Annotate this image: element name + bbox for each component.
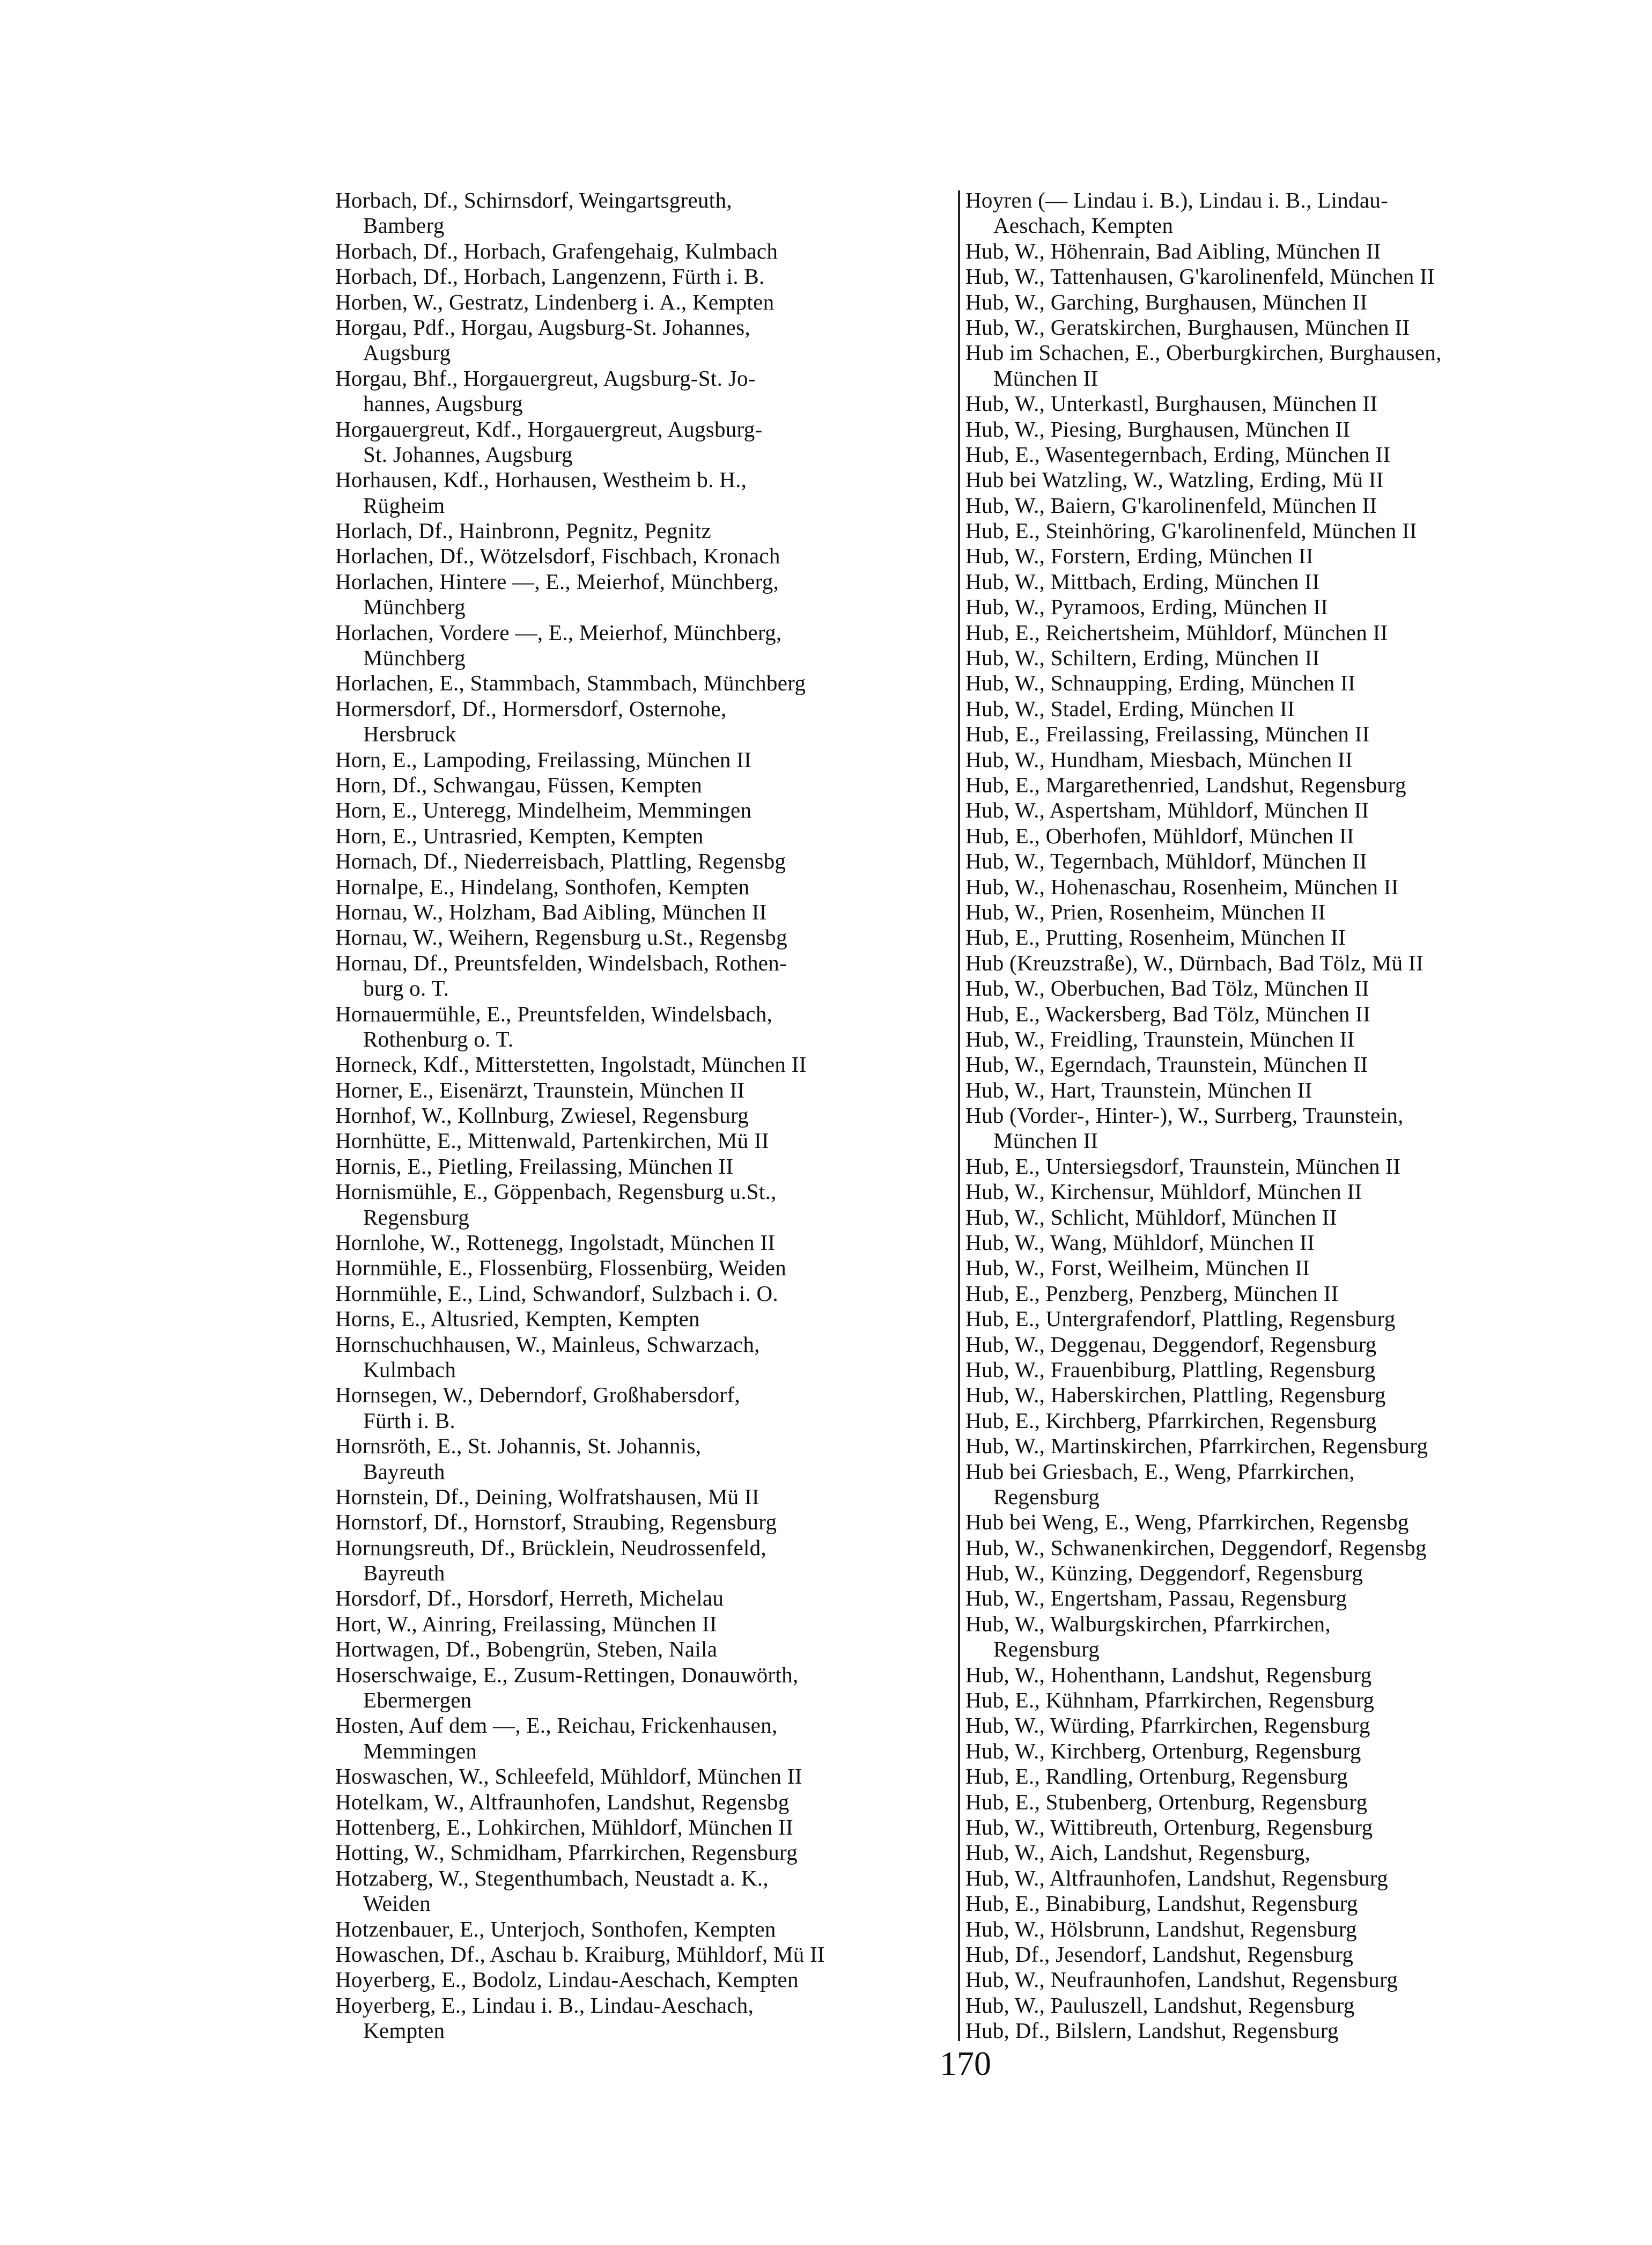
directory-entry — [335, 1942, 952, 1967]
directory-entry — [335, 264, 952, 289]
entry-line: Hub (Kreuzstraße), W., Dürnbach, Bad Tölz, Mü II — [965, 950, 1424, 975]
directory-entry — [335, 1306, 952, 1331]
directory-entry — [335, 543, 952, 569]
entry-line: Hub, W., Haberskirchen, Plattling, Regensburg — [965, 1382, 1386, 1408]
directory-entry — [335, 1840, 952, 1865]
directory-entry — [965, 823, 1588, 849]
directory-entry — [335, 1078, 952, 1103]
directory-entry — [965, 1917, 1588, 1942]
entry-line: Hub, W., Schiltern, Erding, München II — [965, 645, 1320, 671]
right-column — [965, 188, 1588, 2044]
directory-entry — [335, 1815, 952, 1840]
directory-entry — [965, 1357, 1588, 1382]
entry-line: Hub, W., Prien, Rosenheim, München II — [965, 899, 1326, 924]
entry-line: Hub, E., Freilassing, Freilassing, München II — [965, 722, 1370, 747]
directory-entry — [335, 951, 952, 1002]
directory-entry — [335, 747, 952, 772]
entry-continuation-line: Bayreuth — [363, 1459, 445, 1484]
entry-line: Hornlohe, W., Rottenegg, Ingolstadt, München II — [335, 1230, 776, 1255]
entry-line: Hub, W., Tattenhausen, G'karolinenfeld, München II — [965, 264, 1435, 289]
entry-line: Hottenberg, E., Lohkirchen, Mühldorf, München II — [335, 1815, 793, 1839]
entry-continuation-line: Bayreuth — [363, 1561, 445, 1586]
directory-entry — [965, 1790, 1588, 1815]
entry-continuation-line: Memmingen — [363, 1738, 477, 1763]
directory-entry — [965, 188, 1588, 239]
directory-entry — [965, 1078, 1588, 1103]
entry-line: Hornau, Df., Preuntsfelden, Windelsbach, Rothen- — [335, 950, 787, 975]
entry-line: Horn, E., Untrasried, Kempten, Kempten — [335, 823, 704, 848]
entry-line: Horneck, Kdf., Mitterstetten, Ingolstadt, München II — [335, 1052, 807, 1077]
entry-line: Hornach, Df., Niederreisbach, Plattling, Regensbg — [335, 849, 786, 874]
entry-line: Hub, E., Randling, Ortenburg, Regensburg — [965, 1764, 1348, 1789]
entry-line: Hub, W., Schwanenkirchen, Deggendorf, Regensbg — [965, 1535, 1427, 1560]
directory-entry — [965, 1967, 1588, 1992]
directory-entry — [335, 849, 952, 874]
entry-line: Hub, W., Hart, Traunstein, München II — [965, 1077, 1312, 1102]
directory-entry — [965, 798, 1588, 823]
entry-continuation-line: Augsburg — [363, 340, 451, 365]
directory-entry — [965, 696, 1588, 722]
entry-line: Hornstorf, Df., Hornstorf, Straubing, Regensburg — [335, 1510, 777, 1535]
directory-entry — [335, 569, 952, 620]
directory-entry — [335, 925, 952, 950]
entry-line: Hub, W., Garching, Burghausen, München II — [965, 289, 1368, 314]
entry-line: Horbach, Df., Horbach, Langenzenn, Fürth i. B. — [335, 264, 765, 289]
directory-entry — [965, 620, 1588, 645]
entry-line: Horlachen, Df., Wötzelsdorf, Fischbach, Kronach — [335, 543, 780, 569]
entry-line: Hub, E., Kirchberg, Pfarrkirchen, Regensburg — [965, 1408, 1377, 1433]
directory-entry — [965, 1586, 1588, 1611]
directory-entry — [335, 772, 952, 798]
entry-line: Hub, W., Pyramoos, Erding, München II — [965, 594, 1329, 620]
entry-line: Hub, W., Hundham, Miesbach, München II — [965, 747, 1353, 772]
entry-line: Hornhof, W., Kollnburg, Zwiesel, Regensburg — [335, 1103, 749, 1128]
entry-line: Hub, W., Kirchberg, Ortenburg, Regensburg — [965, 1738, 1361, 1763]
directory-entry — [335, 1154, 952, 1179]
directory-entry — [335, 1637, 952, 1662]
entry-line: Hub, W., Forstern, Erding, München II — [965, 543, 1314, 569]
directory-entry — [965, 645, 1588, 671]
entry-line: Hosten, Auf dem —, E., Reichau, Frickenhausen, — [335, 1713, 778, 1738]
entry-continuation-line: Ebermergen — [363, 1688, 472, 1713]
entry-line: Hornstein, Df., Deining, Wolfratshausen, Mü II — [335, 1484, 759, 1509]
entry-line: Hub, W., Walburgskirchen, Pfarrkirchen, — [965, 1611, 1331, 1636]
entry-line: Hoyerberg, E., Lindau i. B., Lindau-Aeschach, — [335, 1992, 754, 2018]
directory-entry — [335, 188, 952, 239]
entry-continuation-line: Münchberg — [363, 594, 466, 620]
directory-entry — [335, 1662, 952, 1713]
directory-entry — [335, 315, 952, 366]
entry-line: Hub, E., Stubenberg, Ortenburg, Regensburg — [965, 1789, 1368, 1814]
directory-entry — [335, 1382, 952, 1433]
entry-line: Hornmühle, E., Lind, Schwandorf, Sulzbach i. O. — [335, 1280, 778, 1306]
directory-entry — [965, 1561, 1588, 1586]
directory-entry — [965, 1459, 1588, 1510]
entry-line: Hoserschwaige, E., Zusum-Rettingen, Donauwörth, — [335, 1662, 799, 1687]
directory-entry — [965, 1027, 1588, 1052]
directory-entry — [335, 1052, 952, 1077]
directory-entry — [965, 1764, 1588, 1789]
entry-line: Hub, W., Baiern, G'karolinenfeld, München II — [965, 492, 1377, 518]
directory-entry — [965, 543, 1588, 569]
entry-line: Hornis, E., Pietling, Freilassing, München II — [335, 1153, 734, 1179]
entry-continuation-line: München II — [993, 1128, 1098, 1153]
directory-entry — [335, 798, 952, 823]
entry-line: Hub, W., Stadel, Erding, München II — [965, 696, 1295, 721]
directory-entry — [965, 2018, 1588, 2043]
entry-continuation-line: Bamberg — [363, 213, 445, 238]
directory-entry — [965, 1382, 1588, 1408]
entry-line: Hub, W., Pauluszell, Landshut, Regensburg — [965, 1992, 1355, 2018]
directory-entry — [965, 493, 1588, 518]
directory-entry — [965, 900, 1588, 925]
entry-continuation-line: Regensburg — [363, 1204, 470, 1230]
entry-line: Hub, W., Kirchensur, Mühldorf, München II — [965, 1179, 1362, 1204]
directory-entry — [335, 874, 952, 900]
entry-line: Horgauergreut, Kdf., Horgauergreut, Augsburg- — [335, 416, 763, 441]
directory-entry — [335, 1103, 952, 1128]
directory-entry — [965, 340, 1588, 391]
entry-line: Hornschuchhausen, W., Mainleus, Schwarzach, — [335, 1331, 760, 1357]
entry-continuation-line: Fürth i. B. — [363, 1408, 455, 1433]
directory-entry — [335, 1866, 952, 1917]
directory-entry — [965, 290, 1588, 315]
entry-line: Hub, W., Hölsbrunn, Landshut, Regensburg — [965, 1916, 1357, 1941]
directory-entry — [965, 849, 1588, 874]
directory-entry — [965, 1866, 1588, 1891]
directory-entry — [335, 1790, 952, 1815]
directory-entry — [335, 1128, 952, 1153]
directory-entry — [335, 1713, 952, 1764]
directory-entry — [335, 900, 952, 925]
entry-line: Horns, E., Altusried, Kempten, Kempten — [335, 1306, 700, 1331]
directory-entry — [965, 671, 1588, 696]
directory-entry — [965, 1815, 1588, 1840]
directory-entry — [965, 417, 1588, 442]
entry-line: Hub bei Griesbach, E., Weng, Pfarrkirchen, — [965, 1459, 1355, 1484]
directory-entry — [335, 1002, 952, 1052]
entry-line: Hub, W., Hohenthann, Landshut, Regensburg — [965, 1662, 1372, 1687]
entry-continuation-line: Hersbruck — [363, 722, 456, 747]
entry-continuation-line: burg o. T. — [363, 976, 449, 1001]
entry-line: Hub, W., Oberbuchen, Bad Tölz, München II — [965, 976, 1369, 1001]
directory-entry — [965, 442, 1588, 467]
directory-entry — [965, 772, 1588, 798]
directory-entry — [965, 1281, 1588, 1306]
entry-line: Hub, W., Geratskirchen, Burghausen, München II — [965, 314, 1410, 340]
entry-line: Hub, W., Frauenbiburg, Plattling, Regensburg — [965, 1357, 1376, 1382]
entry-continuation-line: Münchberg — [363, 645, 466, 671]
directory-entry — [965, 1942, 1588, 1967]
directory-entry — [965, 467, 1588, 492]
directory-entry — [335, 467, 952, 518]
entry-line: Hub, W., Egerndach, Traunstein, München II — [965, 1052, 1368, 1077]
directory-entry — [965, 874, 1588, 900]
directory-entry — [335, 1535, 952, 1586]
directory-entry — [965, 1103, 1588, 1154]
directory-entry — [965, 1739, 1588, 1764]
directory-entry — [965, 1840, 1588, 1865]
entry-line: Hub, W., Neufraunhofen, Landshut, Regensburg — [965, 1967, 1398, 1992]
entry-line: Hub, E., Kühnham, Pfarrkirchen, Regensburg — [965, 1688, 1375, 1713]
entry-line: Hub, E., Wasentegernbach, Erding, München II — [965, 441, 1391, 467]
directory-entry — [965, 1255, 1588, 1280]
entry-line: Hub, W., Aspertsham, Mühldorf, München II — [965, 798, 1369, 823]
directory-entry — [965, 1179, 1588, 1204]
directory-entry — [965, 925, 1588, 950]
entry-line: Horlachen, Hintere —, E., Meierhof, Münchberg, — [335, 569, 779, 594]
entry-line: Hotting, W., Schmidham, Pfarrkirchen, Regensburg — [335, 1840, 798, 1865]
directory-entry — [965, 391, 1588, 416]
entry-continuation-line: Regensburg — [993, 1484, 1100, 1509]
directory-entry — [335, 1993, 952, 2044]
directory-entry — [965, 1993, 1588, 2018]
directory-entry — [335, 417, 952, 468]
entry-line: Hub, W., Künzing, Deggendorf, Regensburg — [965, 1561, 1363, 1586]
entry-continuation-line: Weiden — [363, 1891, 431, 1916]
directory-entry — [335, 671, 952, 696]
entry-line: Hub, Df., Jesendorf, Landshut, Regensburg — [965, 1941, 1354, 1967]
left-column — [335, 188, 952, 2044]
entry-line: Hub (Vorder-, Hinter-), W., Surrberg, Traunstein, — [965, 1103, 1404, 1128]
directory-entry — [965, 1408, 1588, 1433]
entry-line: Horsdorf, Df., Horsdorf, Herreth, Michelau — [335, 1586, 724, 1611]
entry-line: Hoyren (— Lindau i. B.), Lindau i. B., Lindau- — [965, 188, 1389, 212]
directory-entry — [335, 1611, 952, 1637]
entry-line: Hoswaschen, W., Schleefeld, Mühldorf, München II — [335, 1764, 802, 1789]
directory-entry — [335, 1230, 952, 1255]
entry-line: Horbach, Df., Schirnsdorf, Weingartsgreuth, — [335, 188, 732, 212]
directory-entry — [335, 1484, 952, 1510]
entry-line: Hornau, W., Weihern, Regensburg u.St., Regensbg — [335, 925, 787, 950]
entry-line: Hub, W., Freidling, Traunstein, München II — [965, 1026, 1355, 1051]
entry-continuation-line: Kempten — [363, 2018, 445, 2043]
entry-line: Hub, E., Untersiegsdorf, Traunstein, München II — [965, 1153, 1401, 1179]
directory-entry — [965, 518, 1588, 543]
entry-continuation-line: Rügheim — [363, 492, 445, 518]
directory-entry — [965, 1510, 1588, 1535]
entry-line: Hub, W., Piesing, Burghausen, München II — [965, 416, 1351, 441]
directory-entry — [965, 1611, 1588, 1662]
entry-continuation-line: St. Johannes, Augsburg — [363, 441, 573, 467]
directory-entry — [335, 1917, 952, 1942]
entry-line: Hub, E., Binabiburg, Landshut, Regensburg — [965, 1891, 1358, 1916]
entry-line: Hub, W., Martinskirchen, Pfarrkirchen, Regensburg — [965, 1433, 1428, 1459]
entry-line: Horn, E., Unteregg, Mindelheim, Memmingen — [335, 798, 752, 823]
directory-entry — [335, 1255, 952, 1280]
entry-line: Hub, W., Hohenaschau, Rosenheim, München II — [965, 874, 1399, 899]
entry-line: Hornau, W., Holzham, Bad Aibling, München II — [335, 899, 767, 924]
directory-entry — [965, 1306, 1588, 1331]
entry-line: Hub, E., Reichertsheim, Mühldorf, München II — [965, 620, 1388, 645]
directory-entry — [965, 594, 1588, 620]
entry-line: Hub, W., Wang, Mühldorf, München II — [965, 1230, 1315, 1255]
entry-line: Horgau, Bhf., Horgauergreut, Augsburg-St. Jo- — [335, 365, 756, 391]
entry-line: Hub bei Watzling, W., Watzling, Erding, Mü II — [965, 467, 1384, 492]
entry-line: Hornungsreuth, Df., Brücklein, Neudrossenfeld, — [335, 1535, 767, 1560]
entry-line: Hub, W., Mittbach, Erding, München II — [965, 569, 1320, 594]
directory-entry — [965, 264, 1588, 289]
entry-line: Hub, E., Oberhofen, Mühldorf, München II — [965, 823, 1354, 848]
entry-line: Hub, W., Würding, Pfarrkirchen, Regensburg — [965, 1713, 1370, 1738]
entry-line: Horgau, Pdf., Horgau, Augsburg-St. Johannes, — [335, 314, 750, 340]
directory-entry — [965, 1230, 1588, 1255]
entry-line: Hub, W., Altfraunhofen, Landshut, Regensburg — [965, 1865, 1388, 1890]
entry-line: Hub, W., Engertsham, Passau, Regensburg — [965, 1586, 1347, 1611]
entry-line: Hub, W., Schnaupping, Erding, München II — [965, 671, 1356, 696]
entry-line: Hornsröth, E., St. Johannis, St. Johannis, — [335, 1433, 702, 1459]
directory-entry — [965, 976, 1588, 1001]
entry-line: Hub, E., Steinhöring, G'karolinenfeld, München II — [965, 518, 1417, 543]
directory-entry — [335, 696, 952, 747]
entry-line: Hub bei Weng, E., Weng, Pfarrkirchen, Regensbg — [965, 1510, 1409, 1535]
entry-line: Hotzenbauer, E., Unterjoch, Sonthofen, Kempten — [335, 1916, 776, 1941]
directory-entry — [965, 1662, 1588, 1688]
directory-entry — [965, 1332, 1588, 1357]
directory-entry — [335, 1764, 952, 1789]
entry-line: Hub, W., Unterkastl, Burghausen, München II — [965, 391, 1378, 416]
directory-entry — [965, 1535, 1588, 1561]
entry-line: Hub, W., Wittibreuth, Ortenburg, Regensburg — [965, 1815, 1373, 1839]
directory-entry — [965, 1891, 1588, 1916]
entry-line: Hornauermühle, E., Preuntsfelden, Windelsbach, — [335, 1001, 773, 1026]
entry-continuation-line: Kulmbach — [363, 1357, 456, 1382]
entry-continuation-line: Aeschach, Kempten — [993, 213, 1174, 238]
directory-entry — [965, 1433, 1588, 1459]
directory-entry — [965, 1713, 1588, 1738]
entry-line: Hort, W., Ainring, Freilassing, München II — [335, 1611, 717, 1636]
entry-line: Hoyerberg, E., Bodolz, Lindau-Aeschach, Kempten — [335, 1967, 799, 1992]
directory-entry — [965, 1052, 1588, 1077]
entry-line: Hotelkam, W., Altfraunhofen, Landshut, Regensbg — [335, 1789, 790, 1814]
entry-line: Hub im Schachen, E., Oberburgkirchen, Burghausen, — [965, 340, 1442, 365]
directory-entry — [335, 366, 952, 417]
entry-continuation-line: Rothenburg o. T. — [363, 1026, 514, 1051]
entry-line: Hornhütte, E., Mittenwald, Partenkirchen, Mü II — [335, 1128, 769, 1153]
directory-entry — [965, 239, 1588, 264]
directory-entry — [965, 1154, 1588, 1179]
entry-line: Horhausen, Kdf., Horhausen, Westheim b. H., — [335, 467, 747, 492]
entry-continuation-line: München II — [993, 365, 1098, 391]
directory-entry — [335, 1179, 952, 1230]
entry-line: Hornmühle, E., Flossenbürg, Flossenbürg, Weiden — [335, 1255, 787, 1280]
entry-continuation-line: hannes, Augsburg — [363, 391, 523, 416]
entry-line: Hub, W., Tegernbach, Mühldorf, München II — [965, 849, 1367, 874]
entry-line: Horlachen, E., Stammbach, Stammbach, Münchberg — [335, 671, 806, 696]
directory-entry — [335, 1281, 952, 1306]
directory-entry — [335, 1967, 952, 1992]
entry-line: Hub, W., Schlicht, Mühldorf, München II — [965, 1204, 1337, 1230]
entry-line: Horlach, Df., Hainbronn, Pegnitz, Pegnitz — [335, 518, 712, 543]
entry-line: Horn, E., Lampoding, Freilassing, München II — [335, 747, 752, 772]
entry-line: Hub, W., Höhenrain, Bad Aibling, München II — [965, 238, 1381, 263]
column-divider — [958, 190, 960, 2041]
directory-entry — [965, 1688, 1588, 1713]
directory-entry — [335, 1586, 952, 1611]
entry-line: Horbach, Df., Horbach, Grafengehaig, Kulmbach — [335, 238, 778, 263]
directory-entry — [335, 620, 952, 671]
directory-entry — [965, 747, 1588, 772]
directory-entry — [965, 315, 1588, 340]
directory-entry — [965, 722, 1588, 747]
directory-entry — [965, 569, 1588, 594]
entry-line: Hornsegen, W., Deberndorf, Großhabersdorf, — [335, 1382, 740, 1408]
page-number: 170 — [940, 2044, 991, 2082]
directory-entry — [965, 1205, 1588, 1230]
entry-line: Hormersdorf, Df., Hormersdorf, Osternohe, — [335, 696, 727, 721]
directory-entry — [965, 951, 1588, 976]
entry-line: Horn, Df., Schwangau, Füssen, Kempten — [335, 772, 703, 797]
entry-line: Hub, E., Penzberg, Penzberg, München II — [965, 1280, 1339, 1306]
entry-line: Hornalpe, E., Hindelang, Sonthofen, Kempten — [335, 874, 750, 899]
entry-line: Hub, W., Forst, Weilheim, München II — [965, 1255, 1310, 1280]
entry-line: Hotzaberg, W., Stegenthumbach, Neustadt a. K., — [335, 1865, 769, 1890]
entry-line: Hub, E., Wackersberg, Bad Tölz, München II — [965, 1001, 1371, 1026]
directory-entry — [335, 239, 952, 264]
entry-line: Hub, W., Aich, Landshut, Regensburg, — [965, 1840, 1311, 1865]
entry-line: Hub, E., Untergrafendorf, Plattling, Regensburg — [965, 1306, 1396, 1331]
entry-line: Horben, W., Gestratz, Lindenberg i. A., Kempten — [335, 289, 775, 314]
directory-entry — [335, 1510, 952, 1535]
directory-entry — [335, 518, 952, 543]
directory-entry — [335, 1433, 952, 1484]
entry-continuation-line: Regensburg — [993, 1637, 1100, 1662]
entry-line: Hub, W., Deggenau, Deggendorf, Regensburg — [965, 1331, 1377, 1357]
directory-entry — [335, 1332, 952, 1383]
entry-line: Horner, E., Eisenärzt, Traunstein, München II — [335, 1077, 745, 1102]
directory-entry — [965, 1002, 1588, 1027]
entry-line: Hortwagen, Df., Bobengrün, Steben, Naila — [335, 1637, 718, 1662]
entry-line: Hub, E., Margarethenried, Landshut, Regensburg — [965, 772, 1406, 797]
directory-entry — [335, 290, 952, 315]
entry-line: Hornismühle, E., Göppenbach, Regensburg u.St., — [335, 1179, 777, 1204]
entry-line: Howaschen, Df., Aschau b. Kraiburg, Mühldorf, Mü II — [335, 1941, 825, 1967]
entry-line: Horlachen, Vordere —, E., Meierhof, Münchberg, — [335, 620, 782, 645]
entry-line: Hub, E., Prutting, Rosenheim, München II — [965, 925, 1346, 950]
directory-entry — [335, 823, 952, 849]
entry-line: Hub, Df., Bilslern, Landshut, Regensburg — [965, 2018, 1339, 2043]
